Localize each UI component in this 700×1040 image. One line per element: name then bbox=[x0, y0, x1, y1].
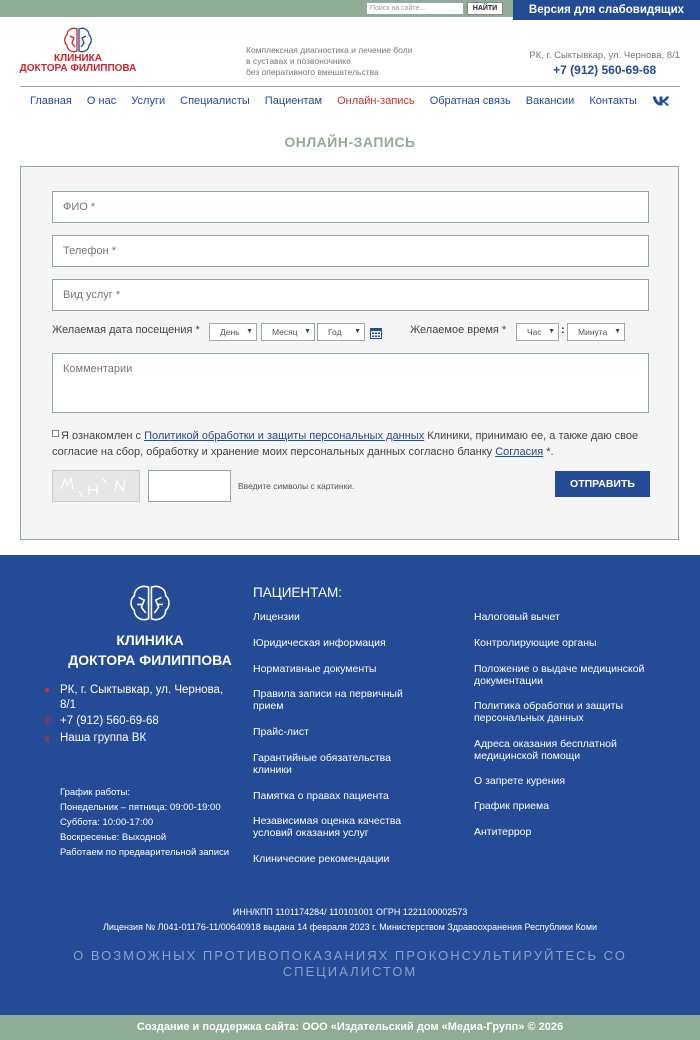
search-input[interactable]: Поиск на сайте... bbox=[366, 2, 464, 15]
minute-select[interactable] bbox=[567, 323, 625, 341]
patients-heading: ПАЦИЕНТАМ: bbox=[253, 585, 342, 600]
privacy-policy-link[interactable]: Политикой обработки и защиты персональных данных bbox=[144, 430, 425, 442]
header-address: РК, г. Сыктывкар, ул. Чернова, 8/1 bbox=[529, 50, 680, 61]
year-select-value: Год bbox=[328, 327, 342, 337]
footer-link-free-care-addresses[interactable]: Адреса оказания бесплатной медицинской помощи bbox=[474, 738, 617, 762]
logo-line-2: ДОКТОРА ФИЛИППОВА bbox=[19, 63, 137, 74]
footer-vk-link[interactable] bbox=[44, 731, 146, 746]
hour-select[interactable] bbox=[516, 323, 559, 341]
footer-link-supervisory-bodies[interactable]: Контролирующие органы bbox=[474, 637, 597, 649]
footer-link-normative-docs[interactable]: Нормативные документы bbox=[253, 663, 377, 675]
footer-link-tax-deduction[interactable]: Налоговый вычет bbox=[474, 611, 560, 623]
footer-link-booking-rules[interactable]: Правила записи на первичный прием bbox=[253, 688, 403, 712]
footer-link-privacy-policy[interactable]: Политика обработки и защиты персональных данных bbox=[474, 700, 624, 724]
fio-field[interactable]: ФИО * bbox=[52, 191, 649, 223]
nav-item-patients[interactable]: Пациентам bbox=[264, 94, 323, 107]
nav-item-vacancies[interactable]: Вакансии bbox=[525, 94, 575, 107]
header-phone[interactable]: +7 (912) 560-69-68 bbox=[553, 63, 657, 77]
page-title: ОНЛАЙН-ЗАПИСЬ bbox=[284, 134, 416, 150]
brain-logo-icon bbox=[128, 583, 172, 623]
chevron-down-icon: ▼ bbox=[304, 328, 311, 335]
hour-select-value: Час bbox=[527, 327, 542, 337]
clinic-logo[interactable] bbox=[18, 26, 138, 78]
footer-logo[interactable] bbox=[60, 583, 240, 668]
schedule-line: Работаем по предварительной записи bbox=[60, 847, 230, 858]
footer-link-reception-schedule[interactable]: График приема bbox=[474, 800, 550, 812]
schedule-line: Понедельник – пятница: 09:00-19:00 bbox=[60, 802, 221, 813]
month-select-value: Месяц bbox=[272, 327, 298, 337]
month-select[interactable] bbox=[261, 323, 315, 341]
main-nav bbox=[20, 86, 680, 114]
logo-line-1: КЛИНИКА bbox=[53, 53, 103, 64]
time-label: Желаемое время * bbox=[410, 324, 507, 336]
footer-link-clinical-guidelines[interactable]: Клинические рекомендации bbox=[253, 853, 390, 865]
nav-item-online-booking[interactable]: Онлайн-запись bbox=[337, 94, 415, 107]
site-credits: Создание и поддержка сайта: ООО «Издательский дом «Медиа-Групп» © 2026 bbox=[0, 1015, 700, 1040]
footer-link-no-smoking[interactable]: О запрете курения bbox=[474, 775, 566, 787]
consent-form-link[interactable]: Согласия bbox=[495, 446, 544, 458]
captcha-glyphs-icon bbox=[53, 471, 141, 503]
captcha-hint: Введите символы с картинки. bbox=[238, 481, 355, 491]
contraindications-warning: О ВОЗМОЖНЫХ ПРОТИВОПОКАЗАНИЯХ ПРОКОНСУЛЬТИРУЙТЕСЬ СО СПЕЦИАЛИСТОМ bbox=[73, 948, 627, 979]
footer-address bbox=[44, 683, 223, 712]
captcha-input[interactable] bbox=[148, 470, 231, 502]
footer-phone-text[interactable]: +7 (912) 560-69-68 bbox=[60, 715, 159, 727]
footer-link-licenses[interactable]: Лицензии bbox=[253, 611, 300, 623]
header-contacts bbox=[529, 50, 680, 77]
footer-link-guarantees[interactable]: Гарантийные обязательства клиники bbox=[253, 752, 391, 776]
chevron-down-icon: ▼ bbox=[548, 328, 555, 335]
location-pin-icon: ● bbox=[44, 685, 51, 696]
submit-button[interactable]: ОТПРАВИТЬ bbox=[555, 471, 650, 497]
tagline-line: Комплексная диагностика и лечение боли bbox=[246, 45, 413, 55]
footer bbox=[0, 555, 700, 1015]
tagline-line: в суставах и позвоночнике bbox=[246, 56, 351, 66]
booking-form bbox=[20, 166, 679, 540]
consent-text-part: Я ознакомлен с bbox=[61, 430, 145, 442]
calendar-icon[interactable] bbox=[370, 327, 382, 339]
chevron-down-icon: ▼ bbox=[354, 328, 361, 335]
footer-logo-line-1: КЛИНИКА bbox=[116, 632, 184, 648]
footer-link-medical-docs[interactable]: Положение о выдаче медицинской документации bbox=[474, 663, 645, 687]
chevron-down-icon: ▼ bbox=[246, 328, 253, 335]
nav-item-contacts[interactable]: Контакты bbox=[589, 94, 637, 107]
captcha-image bbox=[52, 470, 140, 502]
phone-field[interactable]: Телефон * bbox=[52, 235, 649, 267]
consent-checkbox[interactable] bbox=[52, 430, 59, 437]
nav-item-about[interactable]: О нас bbox=[86, 94, 117, 107]
day-select-value: День bbox=[220, 327, 240, 337]
tagline-line: без оперативного вмешательства bbox=[246, 67, 379, 77]
footer-vk-text[interactable]: Наша группа ВК bbox=[60, 732, 147, 744]
year-select[interactable] bbox=[317, 323, 365, 341]
footer-address-line: 8/1 bbox=[60, 699, 76, 711]
vk-icon: ʞ bbox=[44, 733, 49, 744]
time-separator: : bbox=[561, 324, 565, 336]
chevron-down-icon: ▼ bbox=[614, 328, 621, 335]
legal-license: Лицензия № Л041-01176-11/00640918 выдана 14 февраля 2023 г. Министерством Здравоохранения Республики Коми bbox=[102, 922, 598, 932]
service-field[interactable]: Вид услуг * bbox=[52, 279, 649, 311]
footer-link-antiterror[interactable]: Антитеррор bbox=[474, 826, 532, 838]
consent-text bbox=[52, 428, 657, 460]
search-button[interactable]: НАЙТИ bbox=[467, 2, 503, 15]
footer-link-legal-info[interactable]: Юридическая информация bbox=[253, 637, 386, 649]
schedule-line: График работы: bbox=[60, 787, 130, 798]
nav-item-specialists[interactable]: Специалисты bbox=[180, 94, 250, 107]
footer-link-price-list[interactable]: Прайс-лист bbox=[253, 726, 309, 738]
nav-item-feedback[interactable]: Обратная связь bbox=[429, 94, 511, 107]
footer-link-quality-assessment[interactable]: Независимая оценка качества условий оказания услуг bbox=[253, 815, 402, 839]
footer-phone[interactable] bbox=[44, 714, 159, 729]
phone-icon: ✆ bbox=[44, 716, 53, 727]
nav-item-home[interactable]: Главная bbox=[30, 94, 72, 107]
legal-inn: ИНН/КПП 1101174284/ 110101001 ОГРН 1221100002573 bbox=[232, 907, 468, 917]
vk-icon[interactable] bbox=[652, 95, 670, 107]
work-schedule bbox=[60, 785, 229, 860]
footer-address-line: РК, г. Сыктывкар, ул. Чернова, bbox=[60, 684, 224, 696]
comment-field[interactable]: Комментарии bbox=[52, 353, 649, 413]
footer-link-patient-rights[interactable]: Памятка о правах пациента bbox=[253, 790, 389, 802]
schedule-line: Суббота: 10:00-17:00 bbox=[60, 817, 154, 828]
brain-logo-icon bbox=[63, 26, 93, 54]
clinic-tagline bbox=[246, 45, 436, 78]
nav-item-services[interactable]: Услуги bbox=[131, 94, 166, 107]
schedule-line: Воскресенье: Выходной bbox=[60, 832, 167, 843]
low-vision-button[interactable]: Версия для слабовидящих bbox=[513, 0, 700, 20]
consent-text-part: Клиники, принимаю ее, а также даю свое согласие на сбор, обработку и хранение моих персональных данных согласно бланку bbox=[52, 430, 639, 458]
footer-logo-line-2: ДОКТОРА ФИЛИППОВА bbox=[68, 652, 232, 668]
minute-select-value: Минута bbox=[578, 327, 608, 337]
day-select[interactable] bbox=[209, 323, 257, 341]
date-label: Желаемая дата посещения * bbox=[52, 324, 200, 336]
consent-text-part: *. bbox=[543, 446, 554, 458]
